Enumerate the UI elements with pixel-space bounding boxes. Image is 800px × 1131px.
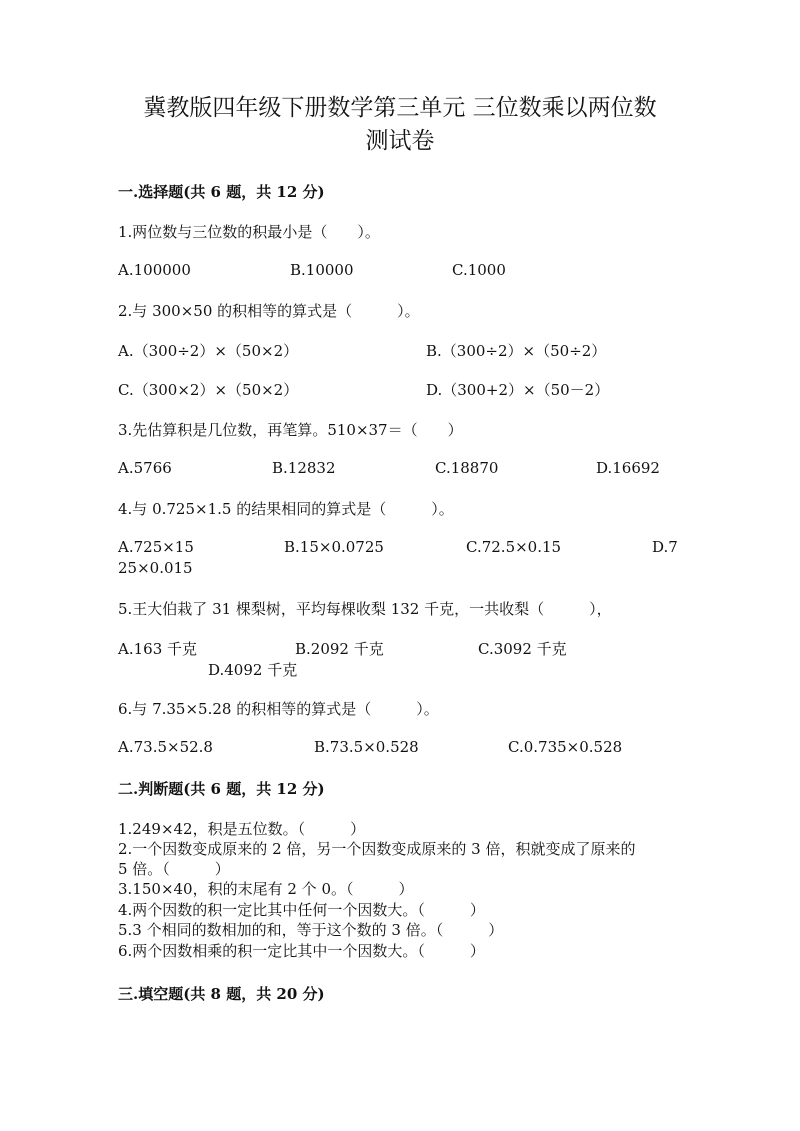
section-heading-fill-blank: 三.填空题(共 8 题，共 20 分) xyxy=(118,985,325,1003)
question-2-option-d: D.（300+2）×（50－2） xyxy=(426,381,610,399)
question-6-option-b: B.73.5×0.528 xyxy=(314,738,419,756)
question-2-option-b: B.（300÷2）×（50÷2） xyxy=(426,342,607,360)
question-4-option-d-part1: D.7 xyxy=(652,538,678,556)
question-5-option-a: A.163 千克 xyxy=(118,640,197,658)
judgement-item-3: 3.150×40，积的末尾有 2 个 0。（ ） xyxy=(118,880,414,898)
judgement-item-6: 6.两个因数相乘的积一定比其中一个因数大。（ ） xyxy=(118,942,485,960)
judgement-item-2-line-1: 2.一个因数变成原来的 2 倍，另一个因数变成原来的 3 倍，积就变成了原来的 xyxy=(118,840,636,858)
question-5-option-c: C.3092 千克 xyxy=(478,640,567,658)
question-3-option-b: B.12832 xyxy=(272,459,336,477)
judgement-item-1: 1.249×42，积是五位数。（ ） xyxy=(118,820,366,838)
question-1-option-c: C.1000 xyxy=(452,261,506,279)
question-1-stem: 1.两位数与三位数的积最小是（ ）。 xyxy=(118,223,380,241)
question-4-stem: 4.与 0.725×1.5 的结果相同的算式是（ ）。 xyxy=(118,500,454,518)
question-2-stem: 2.与 300×50 的积相等的算式是（ ）。 xyxy=(118,302,420,320)
question-5-option-d: D.4092 千克 xyxy=(208,661,298,679)
judgement-item-5: 5.3 个相同的数相加的和，等于这个数的 3 倍。（ ） xyxy=(118,921,504,939)
page-title xyxy=(100,92,700,158)
question-6-option-a: A.73.5×52.8 xyxy=(118,738,213,756)
section-heading-judgement: 二.判断题(共 6 题，共 12 分) xyxy=(118,780,325,798)
question-2-option-c: C.（300×2）×（50×2） xyxy=(118,381,299,399)
question-4-option-b: B.15×0.0725 xyxy=(284,538,384,556)
question-6-stem: 6.与 7.35×5.28 的积相等的算式是（ ）。 xyxy=(118,700,439,718)
question-1-option-a: A.100000 xyxy=(118,261,191,279)
question-6-option-c: C.0.735×0.528 xyxy=(508,738,623,756)
question-3-option-d: D.16692 xyxy=(596,459,660,477)
section-heading-choice: 一.选择题(共 6 题，共 12 分) xyxy=(118,183,325,201)
question-3-stem: 3.先估算积是几位数，再笔算。510×37＝（ ） xyxy=(118,421,463,439)
title-line-2: 测试卷 xyxy=(365,128,435,154)
question-5-stem: 5.王大伯栽了 31 棵梨树，平均每棵收梨 132 千克，一共收梨（ ）， xyxy=(118,600,612,618)
question-2-option-a: A.（300÷2）×（50×2） xyxy=(118,342,299,360)
judgement-item-2-line-2: 5 倍。（ ） xyxy=(118,860,230,878)
question-3-option-c: C.18870 xyxy=(435,459,499,477)
question-5-option-b: B.2092 千克 xyxy=(295,640,384,658)
question-1-option-b: B.10000 xyxy=(290,261,354,279)
question-3-option-a: A.5766 xyxy=(118,459,172,477)
question-4-option-a: A.725×15 xyxy=(118,538,194,556)
title-line-1: 冀教版四年级下册数学第三单元 三位数乘以两位数 xyxy=(143,95,657,121)
judgement-item-4: 4.两个因数的积一定比其中任何一个因数大。（ ） xyxy=(118,901,485,919)
question-4-option-c: C.72.5×0.15 xyxy=(466,538,562,556)
question-4-option-d-part2: 25×0.015 xyxy=(118,559,193,577)
